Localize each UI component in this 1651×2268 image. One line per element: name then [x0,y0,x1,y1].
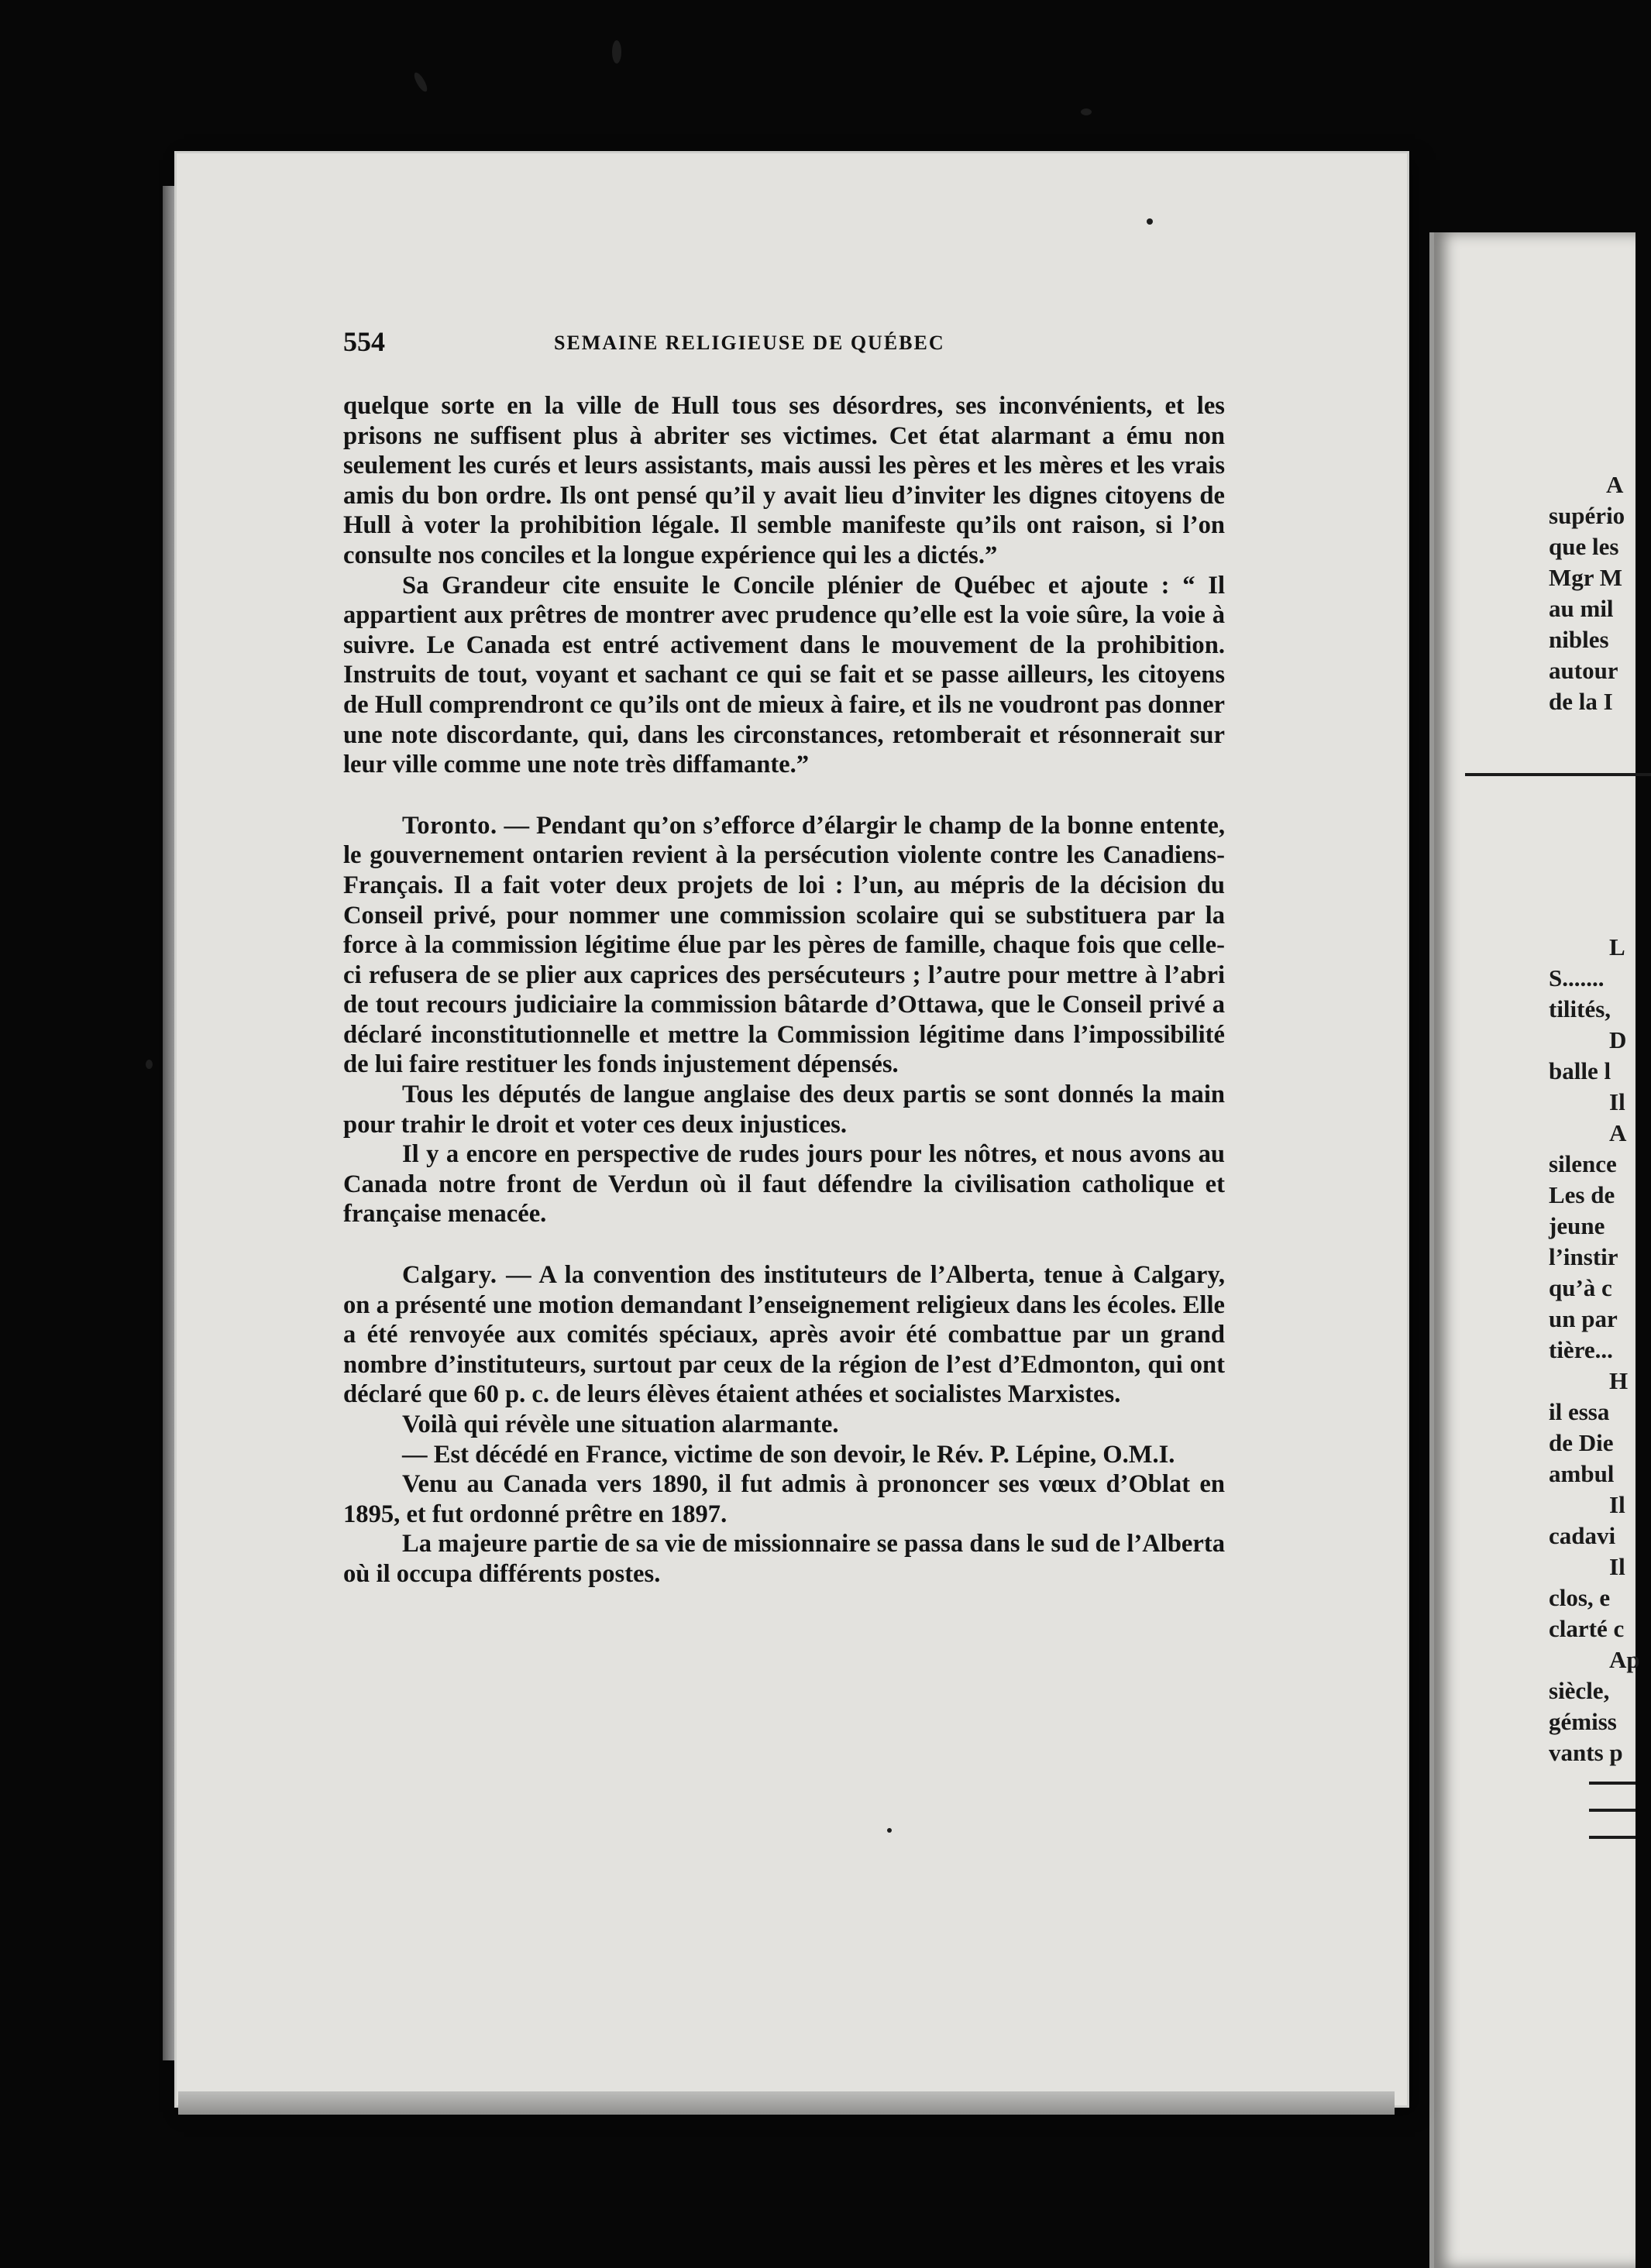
paragraph: quelque sorte en la ville de Hull tous ses désordres, ses inconvénients, et les prisons ne suffisent plus à abriter ses victimes. Cet état alarmant a ému non seulement les curés et leurs assistants, mais aussi les pères et les mères et les vrais amis du bon ordre. Ils ont pensé qu’il y avait lieu d’inviter les dignes citoyens de Hull à voter la prohibition légale. Il semble manifeste qu’ils ont raison, si l’on consulte nos conciles et la longue expérience qui les a dictés.” [343,392,1225,569]
facing-page-fragment: cadavi [1549,1522,1616,1549]
paragraph: Venu au Canada vers 1890, il fut admis à prononcer ses vœux d’Oblat en 1895, et fut ordonné prêtre en 1897. [343,1470,1225,1528]
facing-page-fragment: l’instir [1549,1243,1618,1270]
place-heading: Toronto. [402,811,497,840]
paragraph: La majeure partie de sa vie de missionnaire se passa dans le sud de l’Alberta où il occupa différents postes. [343,1530,1225,1588]
paragraph-text: — Pendant qu’on s’efforce d’élargir le champ de la bonne entente, le gouvernement ontarien revient à la persécution violente contre les Canadiens-Français. Il a fait voter deux projets de loi : l’un, au mépris de la décision du Conseil privé, pour nommer une commission scolaire qui se substituera par la force à la commission légitime élue par les pères de famille, chaque fois que celle-ci refusera de se plier aux caprices des persécuteurs ; l’autre pour mettre à l’abri de tout recours judiciaire la commission bâtarde d’Ottawa, que le Conseil privé a déclaré inconstitutionnelle et mettre la Commission légitime dans l’impossibilité de lui faire restituer les fonds injustement dépensés. [343,811,1225,1079]
page-header [343,325,1242,364]
facing-page-fragment: tière... [1549,1336,1613,1363]
facing-page [1429,232,1640,2268]
facing-page-fragment: siècle, [1549,1677,1610,1704]
scan-speck [887,1828,892,1833]
facing-page-fragment: autour [1549,657,1618,684]
scan-speck [1147,218,1153,225]
facing-page-fragment: clarté c [1549,1615,1625,1642]
facing-page-fragment: au mil [1549,595,1614,622]
running-title: SEMAINE RELIGIEUSE DE QUÉBEC [554,332,945,354]
dash-rule [1589,1836,1636,1839]
facing-page-fragment: Mgr M [1549,564,1622,591]
scan-speck [146,1060,153,1069]
place-heading: Calgary. [402,1261,497,1290]
paragraph: Il y a encore en perspective de rudes jours pour les nôtres, et nous avons au Canada notre front de Verdun où il faut défendre la civilisation catholique et française menacée. [343,1140,1225,1228]
facing-page-fragment: A [1606,471,1624,498]
page-body [343,391,1225,1589]
facing-page-fragment: Il [1609,1088,1625,1115]
facing-page-fragment: de la I [1549,688,1613,715]
facing-page-fragment: Les de [1549,1181,1615,1208]
facing-page-fragment: L [1609,933,1625,960]
facing-page-fragment: tilités, [1549,995,1611,1022]
facing-page-fragment: Ap [1609,1646,1640,1673]
paragraph-toronto [343,811,1225,1080]
facing-page-fragment: clos, e [1549,1584,1611,1611]
facing-page-fragment: nibles [1549,626,1609,653]
paragraph-calgary [343,1260,1225,1410]
facing-page-fragment: S....... [1549,964,1605,991]
page-number: 554 [343,326,385,357]
paragraph: Sa Grandeur cite ensuite le Concile plénier de Québec et ajoute : “ Il appartient aux prêtres de montrer avec prudence qu’elle est la voie sûre, la voie à suivre. Le Canada est entré activement dans le mouvement de la prohibition. Instruits de tout, voyant et sachant ce qui se fait et se passe ailleurs, les citoyens de Hull comprendront ce qu’ils ont de mieux à faire, et ils ne voudront pas donner une note discordante, qui, dans les circonstances, retomberait et résonnerait sur leur ville comme une note très diffamante.” [343,571,1225,779]
facing-page-fragment: de Die [1549,1429,1614,1456]
facing-page-fragment: ambul [1549,1460,1615,1487]
dash-rule [1589,1782,1636,1785]
facing-page-fragment: vants p [1549,1739,1623,1766]
facing-page-fragment: Il [1609,1491,1625,1518]
facing-page-fragment: silence [1549,1150,1617,1177]
paragraph-text: — A la convention des instituteurs de l’Alberta, tenue à Calgary, on a présenté une motion demandant l’enseignement religieux dans les écoles. Elle a été renvoyée aux comités spéciaux, après avoir été combattue par un grand nombre d’instituteurs, surtout par ceux de la région de l’est d’Edmonton, qui ont déclaré que 60 p. c. de leurs élèves étaient athées et socialistes Marxistes. [343,1261,1225,1409]
paragraph: Voilà qui révèle une situation alarmante. [402,1411,839,1438]
facing-page-fragment: balle l [1549,1057,1611,1084]
scan-speck [412,70,430,93]
facing-page-fragment: qu’à c [1549,1274,1612,1301]
facing-page-fragment: A [1609,1119,1627,1146]
facing-page-fragment: il essa [1549,1398,1610,1425]
section-rule [1465,773,1651,776]
facing-page-fragment: que les [1549,533,1619,560]
page-bottom-edge [178,2091,1395,2115]
facing-page-fragment: gémiss [1549,1708,1617,1735]
page-stack-edge [163,186,178,2060]
paragraph: — Est décédé en France, victime de son devoir, le Rév. P. Lépine, O.M.I. [402,1440,1175,1469]
scan-speck [1081,108,1092,115]
facing-page-fragment: Il [1609,1553,1625,1580]
facing-page-fragment: un par [1549,1305,1618,1332]
scan-speck [612,40,621,64]
paragraph: Tous les députés de langue anglaise des deux partis se sont donnés la main pour trahir le droit et voter ces deux injustices. [343,1081,1225,1139]
facing-page-fragment: D [1609,1026,1627,1053]
facing-page-fragment: supério [1549,502,1625,529]
dash-rule [1589,1809,1636,1812]
facing-page-fragment: H [1609,1367,1629,1394]
facing-page-fragment: jeune [1549,1212,1605,1239]
